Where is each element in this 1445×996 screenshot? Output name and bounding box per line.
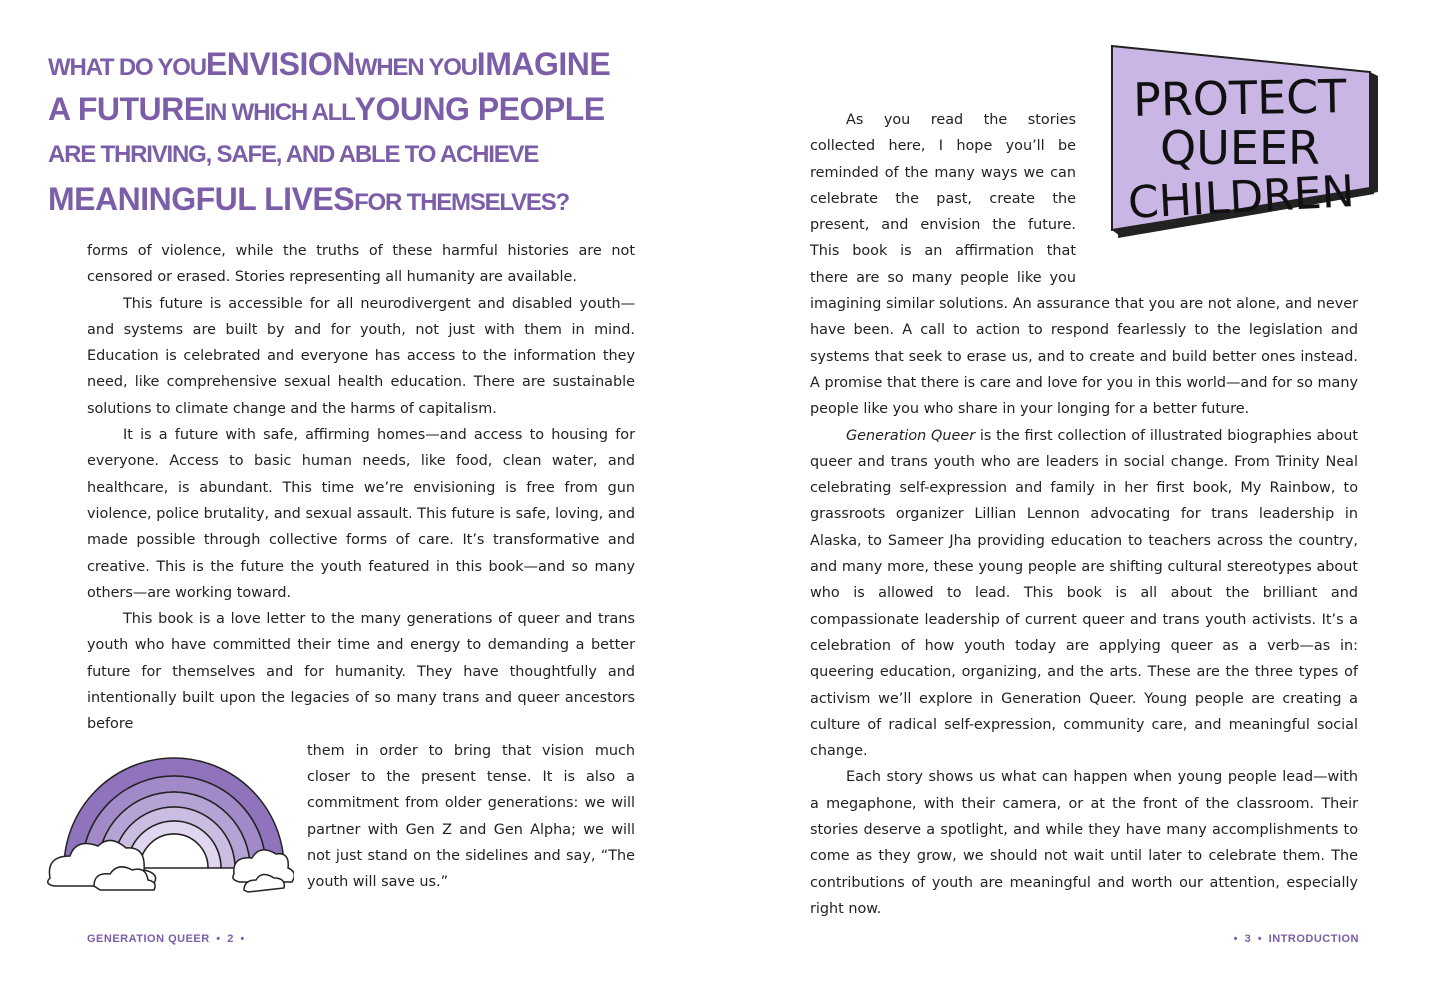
paragraph: As you read the stories collected here, I hope you’ll be reminded of the many ways we can celebrate the past, create the present, and envision the future. This book is an affirmation that there are so many people like you imagining similar solutions. An assurance that you are not alone, and never have been. A call to action to respond fearlessly to the legislation and systems that seek to erase us, and to create and build better ones instead. A promise that there is care and love for you in this world—and for so many people like you who share in your longing for a better future. <box>810 112 1358 418</box>
page-number: 2 <box>227 933 234 945</box>
footer-dot: • <box>1257 933 1263 945</box>
headline-line-2 <box>48 87 605 132</box>
headline <box>48 42 611 222</box>
book-title: GENERATION QUEER <box>87 933 210 945</box>
rainbow-illustration <box>44 718 294 898</box>
headline-text: WHAT DO YOU <box>48 54 206 81</box>
headline-text: FOR THEMSELVES? <box>354 189 569 216</box>
right-page <box>722 0 1445 996</box>
page-footer-right <box>1231 933 1359 945</box>
headline-emphasis: IMAGINE <box>476 46 611 82</box>
footer-dot: • <box>1233 933 1238 945</box>
headline-line-3 <box>48 132 568 177</box>
headline-text: ARE THRIVING, SAFE, AND ABLE TO ACHIEVE <box>48 141 539 168</box>
headline-line-4 <box>48 177 568 222</box>
headline-line-1 <box>48 42 611 87</box>
paragraph: This future is accessible for all neurodivergent and disabled youth—and systems are built by and for youth, not just with them in mind. Education is celebrated and everyone has access to the information they need, like comprehensive sexual health education. There are sustainable solutions to climate change and the harms of capitalism. <box>87 295 635 417</box>
sign-line-3: CHILDREN <box>1126 166 1356 229</box>
headline-emphasis: A FUTURE <box>48 91 205 127</box>
paragraph: This book is a love letter to the many generations of queer and trans youth who have committed their time and energy to demanding a better future for themselves and for humanity. They have thoughtfully and intentionally built upon the legacies of so many trans and queer ancestors before them in order to bring that vision much closer to the present tense. It is also a commitment from older generations: we will partner with Gen Z and Gen Alpha; we will not just stand on the sidelines and say, “The youth will save us.” <box>87 606 635 895</box>
footer-dot: • <box>240 933 245 945</box>
headline-emphasis: YOUNG PEOPLE <box>354 91 605 127</box>
headline-text: IN WHICH ALL <box>204 99 355 126</box>
paragraph-text: is the first collection of illustrated biographies about queer and trans youth who are leaders in social change. From Trinity Neal celebrating self-expression and family in her first book, My Rainbow, to grassroots organizer Lillian Lennon advocating for trans leadership in Alaska, to Sameer Jha providing education to teachers across the country, and many more, these young people are shifting cultural stereotypes about who is allowed to lead. This book is all about the brilliant and compassionate leadership of current queer and trans youth activists. It’s a celebration of how youth today are applying queer as a verb—as in: queering education, organizing, and the arts. These are the three types of activism we’ll explore in Generation Queer. Young people are creating a culture of radical self-expression, community care, and meaningful social change. <box>810 427 1358 760</box>
paragraph: forms of violence, while the truths of these harmful histories are not censored or erased. Stories representing all humanity are available. <box>87 243 635 286</box>
book-title-italic: Generation Queer <box>846 427 976 444</box>
sign-spacer <box>1076 107 1358 267</box>
paragraph: Each story shows us what can happen when young people lead—with a megaphone, with their camera, or at the front of the classroom. Their stories deserve a spotlight, and while they have many accomplishments to come as they grow, we should not wait until later to celebrate them. The contributions of youth are meaningful and worth our attention, especially right now. <box>810 769 1358 917</box>
left-page <box>0 0 722 996</box>
sign-line-1: PROTECT <box>1132 69 1347 127</box>
page-footer-left <box>87 933 248 945</box>
headline-emphasis: MEANINGFUL LIVES <box>48 181 355 217</box>
paragraph: It is a future with safe, affirming homes—and access to housing for everyone. Access to basic human needs, like food, clean water, and healthcare, is abundant. This time we’re envisioning is free from gun violence, police brutality, and sexual assault. This future is safe, loving, and made possible through collective forms of care. It’s transformative and creative. This is the future the youth featured in this book—and so many others—are working toward. <box>87 427 635 601</box>
section-title: INTRODUCTION <box>1268 933 1359 945</box>
headline-emphasis: ENVISION <box>205 46 355 82</box>
paragraph-continuation: them in order to bring that vision much closer to the present tense. It is also a commitment from older generations: we will partner with Gen Z and Gen Alpha; we will not just stand on the sidelines and say, “The youth will save us.” <box>307 742 635 891</box>
paragraph <box>810 423 1358 765</box>
right-body-text <box>810 107 1358 922</box>
page-number: 3 <box>1244 933 1252 945</box>
footer-dot: • <box>216 933 221 945</box>
sign-line-2: QUEER <box>1160 121 1320 175</box>
headline-text: WHEN YOU <box>354 54 477 81</box>
